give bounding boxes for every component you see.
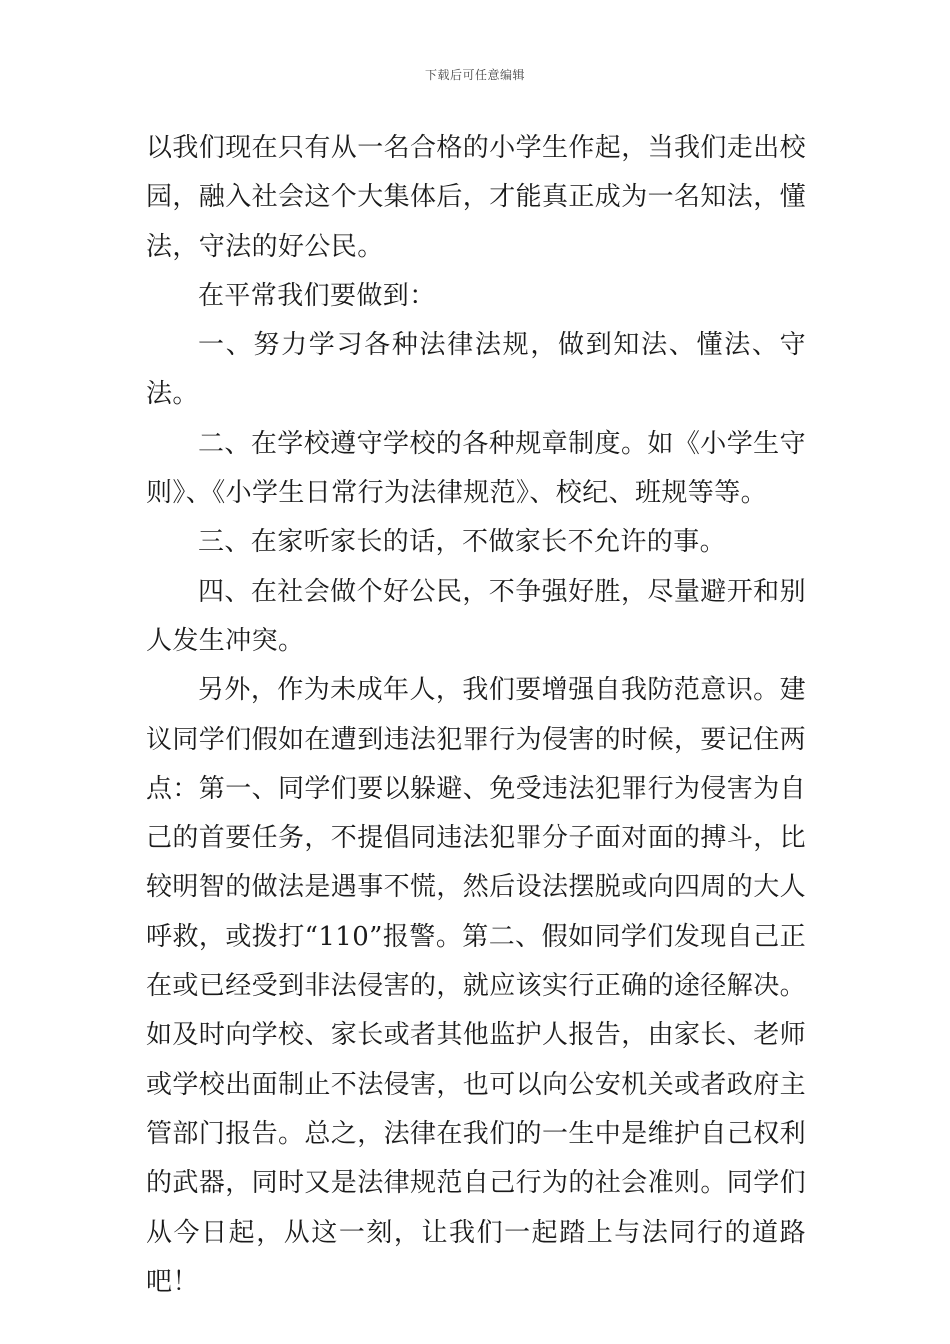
paragraph-item-4: 四、在社会做个好公民，不争强好胜，尽量避开和别人发生冲突。 — [146, 576, 806, 656]
document-body — [146, 124, 806, 1307]
page-header: 下载后可任意编辑 — [424, 68, 525, 82]
paragraph-item-2: 二、在学校遵守学校的各种规章制度。如《小学生守则》、《小学生日常行为法律规范》、校纪、班规等等。 — [146, 428, 806, 509]
paragraph-continuation: 以我们现在只有从一名合格的小学生作起，当我们走出校园，融入社会这个大集体后，才能真正成为一名知法，懂法，守法的好公民。 — [146, 133, 807, 262]
paragraph-item-3: 三、在家听家长的话，不做家长不允许的事。 — [198, 527, 727, 558]
paragraph-intro: 在平常我们要做到： — [198, 280, 436, 311]
paragraph-conclusion: 另外，作为未成年人，我们要增强自我防范意识。建议同学们假如在遭到违法犯罪行为侵害的时候，要记住两点：第一、同学们要以躲避、免受违法犯罪行为侵害为自己的首要任务，不提倡同违法犯罪分子面对面的搏斗，比较明智的做法是遇事不慌，然后设法摆脱或向四周的大人呼救，或拨打“110”报警。第二、假如同学们发现自己正在或已经受到非法侵害的，就应该实行正确的途径解决。如及时向学校、家长或者其他监护人报告，由家长、老师或学校出面制止不法侵害，也可以向公安机关或者政府主管部门报告。总之，法律在我们的一生中是维护自己权利的武器，同时又是法律规范自己行为的社会准则。同学们从今日起，从这一刻，让我们一起踏上与法同行的道路吧！ — [146, 675, 807, 1297]
paragraph-item-1: 一、努力学习各种法律法规，做到知法、懂法、守法。 — [146, 330, 806, 410]
